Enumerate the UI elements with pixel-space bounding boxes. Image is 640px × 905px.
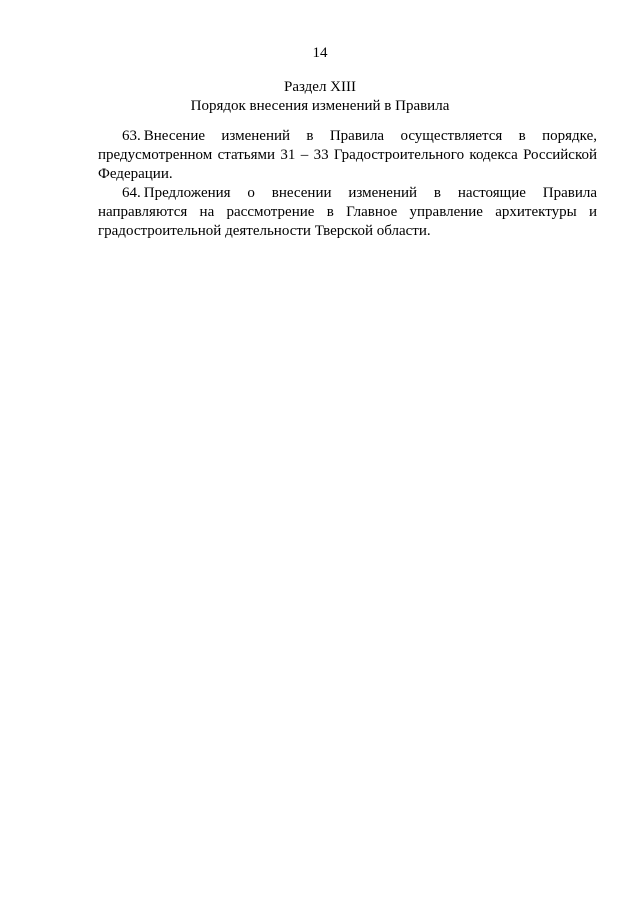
- paragraph-63: [98, 127, 597, 184]
- paragraph-number: 63.: [122, 128, 141, 144]
- paragraph-text: Внесение изменений в Правила осуществляется в порядке, предусмотренном статьями 31 – 33 Градостроительного кодекса Российской Федерации.: [98, 128, 597, 182]
- paragraph-64: [98, 184, 597, 241]
- section-heading: [0, 78, 640, 116]
- section-title: Раздел XIII: [284, 79, 356, 95]
- page-number: 14: [312, 45, 328, 61]
- document-body: [98, 127, 597, 241]
- paragraph-number: 64.: [122, 185, 141, 201]
- section-subtitle: Порядок внесения изменений в Правила: [190, 98, 450, 114]
- paragraph-text: Предложения о внесении изменений в настоящие Правила направляются на рассмотрение в Главное управление архитектуры и градостроительной деятельности Тверской области.: [98, 185, 597, 239]
